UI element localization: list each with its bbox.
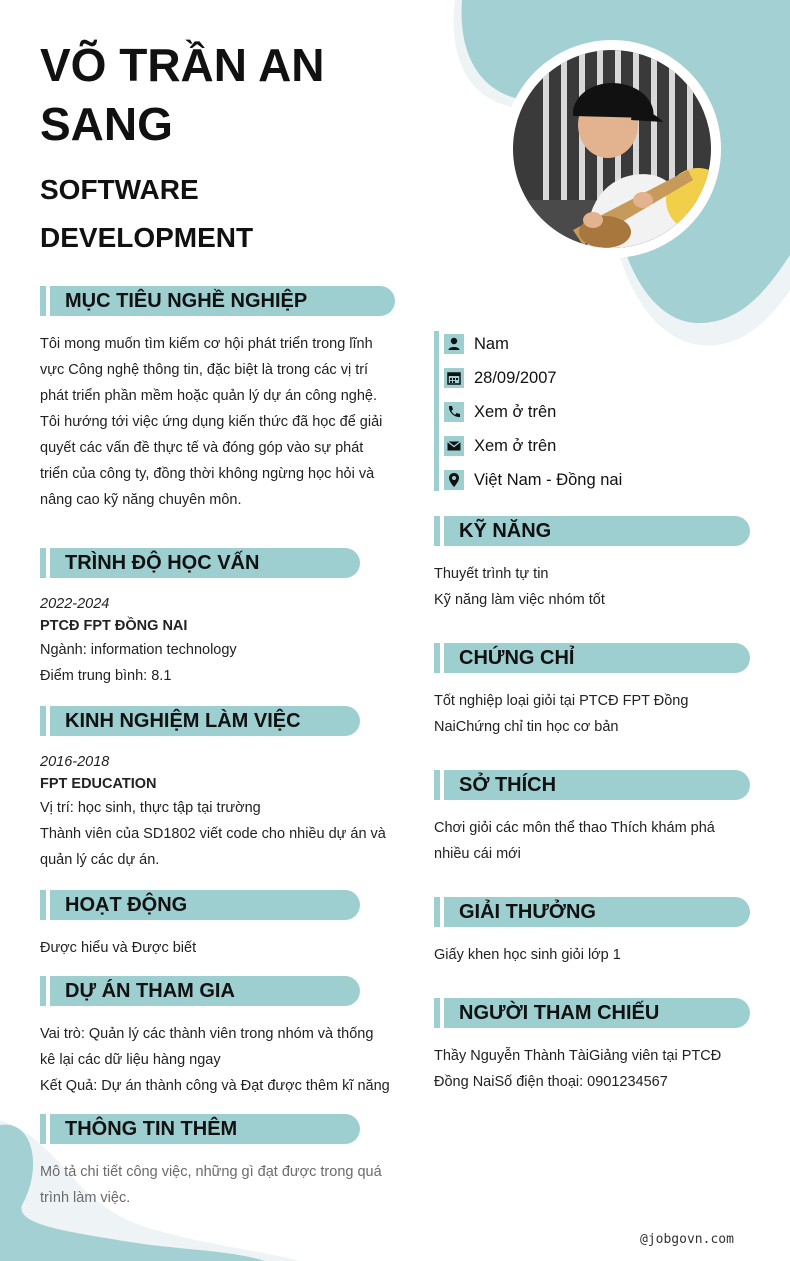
extra-info-details [40, 1159, 400, 1211]
certificates-heading [434, 643, 750, 673]
contact-gender-text: Nam [474, 335, 509, 353]
profile-photo-frame [503, 40, 721, 258]
skills-heading [434, 516, 750, 546]
education-major: Ngành: information technology [40, 642, 237, 658]
experience-title: KINH NGHIỆM LÀM VIỆC [65, 710, 301, 732]
activities-heading [40, 890, 360, 920]
references-details [434, 1043, 750, 1095]
projects-line: Kết Quả: Dự án thành công và Đạt được thêm kĩ năng [40, 1078, 390, 1094]
calendar-icon [444, 368, 464, 388]
career-objective-line: nâng cao kỹ năng chuyên môn. [40, 492, 242, 508]
extra-info-title: THÔNG TIN THÊM [65, 1118, 238, 1140]
experience-desc-line: quản lý các dự án. [40, 852, 160, 868]
education-period: 2022-2024 [40, 596, 110, 612]
skills-title: KỸ NĂNG [459, 520, 552, 542]
skill-item: Thuyết trình tự tin [434, 566, 549, 582]
awards-text: Giấy khen học sinh giỏi lớp 1 [434, 947, 621, 963]
candidate-name-line-1: VÕ TRẦN AN [40, 39, 325, 91]
career-objective-line: vực Công nghệ thông tin, đặc biệt là trong các vị trí [40, 362, 369, 378]
person-icon [444, 334, 464, 354]
experience-company: FPT EDUCATION [40, 776, 157, 792]
career-objective-line: Tôi mong muốn tìm kiếm cơ hội phát triển trong lĩnh [40, 336, 373, 352]
candidate-name-line-2: SANG [40, 98, 173, 150]
skills-list [434, 561, 750, 613]
awards-details [434, 942, 750, 968]
activities-text: Được hiểu và Được biết [40, 940, 197, 956]
candidate-role-line-1: SOFTWARE [40, 174, 199, 205]
candidate-role [40, 166, 420, 262]
references-title: NGƯỜI THAM CHIẾU [459, 1002, 660, 1024]
hobbies-line: nhiều cái mới [434, 846, 521, 862]
experience-period: 2016-2018 [40, 754, 110, 770]
certificates-line: NaiChứng chỉ tin học cơ bản [434, 719, 619, 735]
experience-details [40, 749, 395, 873]
activities-details [40, 935, 395, 961]
experience-heading [40, 706, 360, 736]
extra-info-line: Mô tả chi tiết công việc, những gì đạt được trong quá [40, 1164, 382, 1180]
projects-heading [40, 976, 360, 1006]
references-heading [434, 998, 750, 1028]
hobbies-line: Chơi giỏi các môn thể thao Thích khám phá [434, 820, 715, 836]
projects-title: DỰ ÁN THAM GIA [65, 980, 235, 1002]
career-objective-title: MỤC TIÊU NGHỀ NGHIỆP [65, 290, 308, 312]
candidate-name [40, 36, 460, 154]
career-objective-line: quyết các vấn đề thực tế và đóng góp vào sự phát [40, 440, 364, 456]
career-objective-heading [40, 286, 395, 316]
career-objective-line: triển của công ty, đồng thời không ngừng học hỏi và [40, 466, 375, 482]
hobbies-title: SỞ THÍCH [459, 774, 557, 796]
career-objective-line: Tôi hướng tới việc ứng dụng kiến thức đã học để giải [40, 414, 383, 430]
projects-line: Vai trò: Quản lý các thành viên trong nhóm và thống [40, 1026, 374, 1042]
awards-title: GIẢI THƯỞNG [459, 901, 596, 923]
mail-icon [444, 436, 464, 456]
extra-info-line: trình làm việc. [40, 1190, 131, 1206]
contact-accent-bar [434, 331, 439, 491]
extra-info-heading [40, 1114, 360, 1144]
education-gpa: Điểm trung bình: 8.1 [40, 668, 172, 684]
hobbies-heading [434, 770, 750, 800]
activities-title: HOẠT ĐỘNG [65, 894, 188, 916]
contact-birthday-text: 28/09/2007 [474, 369, 557, 387]
certificates-title: CHỨNG CHỈ [459, 647, 575, 669]
career-objective-text [40, 331, 395, 513]
certificates-line: Tốt nghiệp loại giỏi tại PTCĐ FPT Đồng [434, 693, 689, 709]
education-title: TRÌNH ĐỘ HỌC VẤN [65, 552, 260, 574]
experience-desc-line: Thành viên của SD1802 viết code cho nhiều dự án và [40, 826, 386, 842]
education-school: PTCĐ FPT ĐỒNG NAI [40, 618, 188, 634]
projects-details [40, 1021, 395, 1099]
awards-heading [434, 897, 750, 927]
hobbies-details [434, 815, 750, 867]
skill-item: Kỹ năng làm việc nhóm tốt [434, 592, 605, 608]
candidate-role-line-2: DEVELOPMENT [40, 222, 254, 253]
career-objective-line: phát triển phần mềm hoặc quản lý dự án công nghệ. [40, 388, 377, 404]
phone-icon [444, 402, 464, 422]
references-line: Đồng NaiSố điện thoại: 0901234567 [434, 1074, 668, 1090]
profile-photo-illustration [513, 50, 711, 248]
contact-address-text: Việt Nam - Đồng nai [474, 471, 623, 489]
profile-photo [513, 50, 711, 248]
projects-line: kê lại các dữ liệu hàng ngay [40, 1052, 221, 1068]
footer-watermark: @jobgovn.com [640, 1232, 734, 1247]
certificates-details [434, 688, 750, 740]
contact-email-text: Xem ở trên [474, 437, 557, 455]
references-line: Thầy Nguyễn Thành TàiGiảng viên tại PTCĐ [434, 1048, 722, 1064]
education-heading [40, 548, 360, 578]
experience-position: Vị trí: học sinh, thực tập tại trường [40, 800, 261, 816]
contact-phone-text: Xem ở trên [474, 403, 557, 421]
location-pin-icon [444, 470, 464, 490]
education-details [40, 591, 395, 689]
